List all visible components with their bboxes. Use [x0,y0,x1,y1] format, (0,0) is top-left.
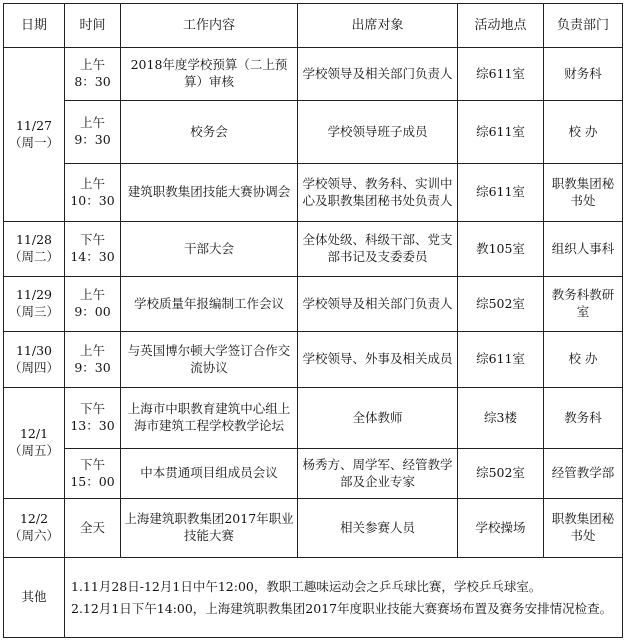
attendees-cell: 杨秀方、周学军、经管教学部及企业专家 [298,449,458,499]
time-clock: 8：30 [74,74,111,89]
location-cell: 综502室 [458,449,544,499]
weekday-value: （周五） [8,443,59,458]
time-cell [65,449,121,499]
header-time: 时间 [65,4,121,48]
time-period: 下午 [79,401,105,417]
table-row [4,332,623,388]
content-cell: 中本贯通项目组成员会议 [121,449,298,499]
department-cell: 教务科 [544,388,623,449]
table-row [4,449,623,499]
date-cell [4,332,65,388]
content-cell: 2018年度学校预算（二上预算）审核 [121,48,298,101]
department-cell: 组织人事科 [544,222,623,277]
weekday-value: （周三） [8,304,59,319]
time-cell [65,101,121,164]
weekly-schedule-table [3,3,623,638]
table-row [4,48,623,101]
weekday-value: （周二） [8,249,59,264]
department-cell: 经管教学部 [544,449,623,499]
attendees-cell: 学校领导、外事及相关成员 [298,332,458,388]
weekday-value: （周六） [8,528,59,543]
date-value: 11/28 [15,232,53,248]
attendees-cell: 全体处级、科级干部、党支部书记及支委委员 [298,222,458,277]
time-cell [65,332,121,388]
time-clock: 9：30 [74,132,111,147]
content-cell: 建筑职教集团技能大赛协调会 [121,164,298,222]
date-value: 11/29 [15,287,53,303]
time-clock: 10：30 [70,192,115,208]
table-row [4,499,623,558]
time-period: 上午 [79,57,105,73]
time-period: 下午 [79,456,105,472]
attendees-cell: 全体教师 [298,388,458,449]
location-cell: 综611室 [458,164,544,222]
content-cell: 校务会 [121,101,298,164]
header-department: 负责部门 [544,4,623,48]
time-cell [65,277,121,332]
other-row [4,558,623,638]
location-cell: 综502室 [458,277,544,332]
content-cell: 上海建筑职教集团2017年职业技能大赛 [121,499,298,558]
date-value: 12/1 [19,426,49,442]
date-cell [4,277,65,332]
time-clock: 13：30 [70,418,115,433]
header-content: 工作内容 [121,4,298,48]
table-row [4,164,623,222]
time-cell [65,222,121,277]
time-cell [65,48,121,101]
time-cell [65,164,121,222]
attendees-cell: 学校领导及相关部门负责人 [298,277,458,332]
note-item: 2.12月1日下午14:00，上海建筑职教集团2017年度职业技能大赛赛场布置及赛务安排情况检查。 [71,600,613,616]
content-cell: 干部大会 [121,222,298,277]
date-value: 12/2 [19,511,49,527]
other-notes [65,558,623,638]
content-cell: 上海市中职教育建筑中心组上海市建筑工程学校教学论坛 [121,388,298,449]
note-item: 1.11月28日-12月1日中午12:00，教职工趣味运动会之乒乓球比赛，学校乒乓球室。 [71,578,542,594]
location-cell: 综3楼 [458,388,544,449]
location-cell: 综611室 [458,48,544,101]
header-attendees: 出席对象 [298,4,458,48]
content-cell: 与英国博尔顿大学签订合作交流协议 [121,332,298,388]
time-period: 上午 [79,342,105,358]
time-cell [65,499,121,558]
department-cell: 职教集团秘书处 [544,499,623,558]
time-clock: 15：00 [70,473,115,489]
weekday-value: （周四） [8,359,59,375]
other-label: 其他 [4,558,65,638]
department-cell: 教务科教研室 [544,277,623,332]
time-period: 全天 [79,519,105,535]
table-row [4,222,623,277]
header-date: 日期 [4,4,65,48]
table-row [4,101,623,164]
time-clock: 14：30 [70,249,115,264]
location-cell: 综611室 [458,101,544,164]
table-row [4,277,623,332]
time-clock: 9：30 [74,359,111,375]
date-cell [4,222,65,277]
attendees-cell: 学校领导及相关部门负责人 [298,48,458,101]
attendees-cell: 学校领导、教务科、实训中心及职教集团秘书处负责人 [298,164,458,222]
time-period: 下午 [79,232,105,248]
weekday-value: （周一） [8,134,59,150]
department-cell: 职教集团秘书处 [544,164,623,222]
location-cell: 综611室 [458,332,544,388]
date-cell [4,499,65,558]
time-clock: 9：00 [74,304,111,319]
department-cell: 校 办 [544,332,623,388]
date-value: 11/27 [15,117,53,133]
location-cell: 教105室 [458,222,544,277]
attendees-cell: 学校领导班子成员 [298,101,458,164]
time-period: 上午 [79,287,105,303]
time-period: 上午 [79,175,105,191]
time-cell [65,388,121,449]
time-period: 上午 [79,115,105,131]
content-cell: 学校质量年报编制工作会议 [121,277,298,332]
date-cell [4,388,65,499]
date-value: 11/30 [15,342,53,358]
attendees-cell: 相关参赛人员 [298,499,458,558]
header-row [4,4,623,48]
table-row [4,388,623,449]
header-location: 活动地点 [458,4,544,48]
date-cell [4,48,65,222]
department-cell: 财务科 [544,48,623,101]
location-cell: 学校操场 [458,499,544,558]
department-cell: 校 办 [544,101,623,164]
